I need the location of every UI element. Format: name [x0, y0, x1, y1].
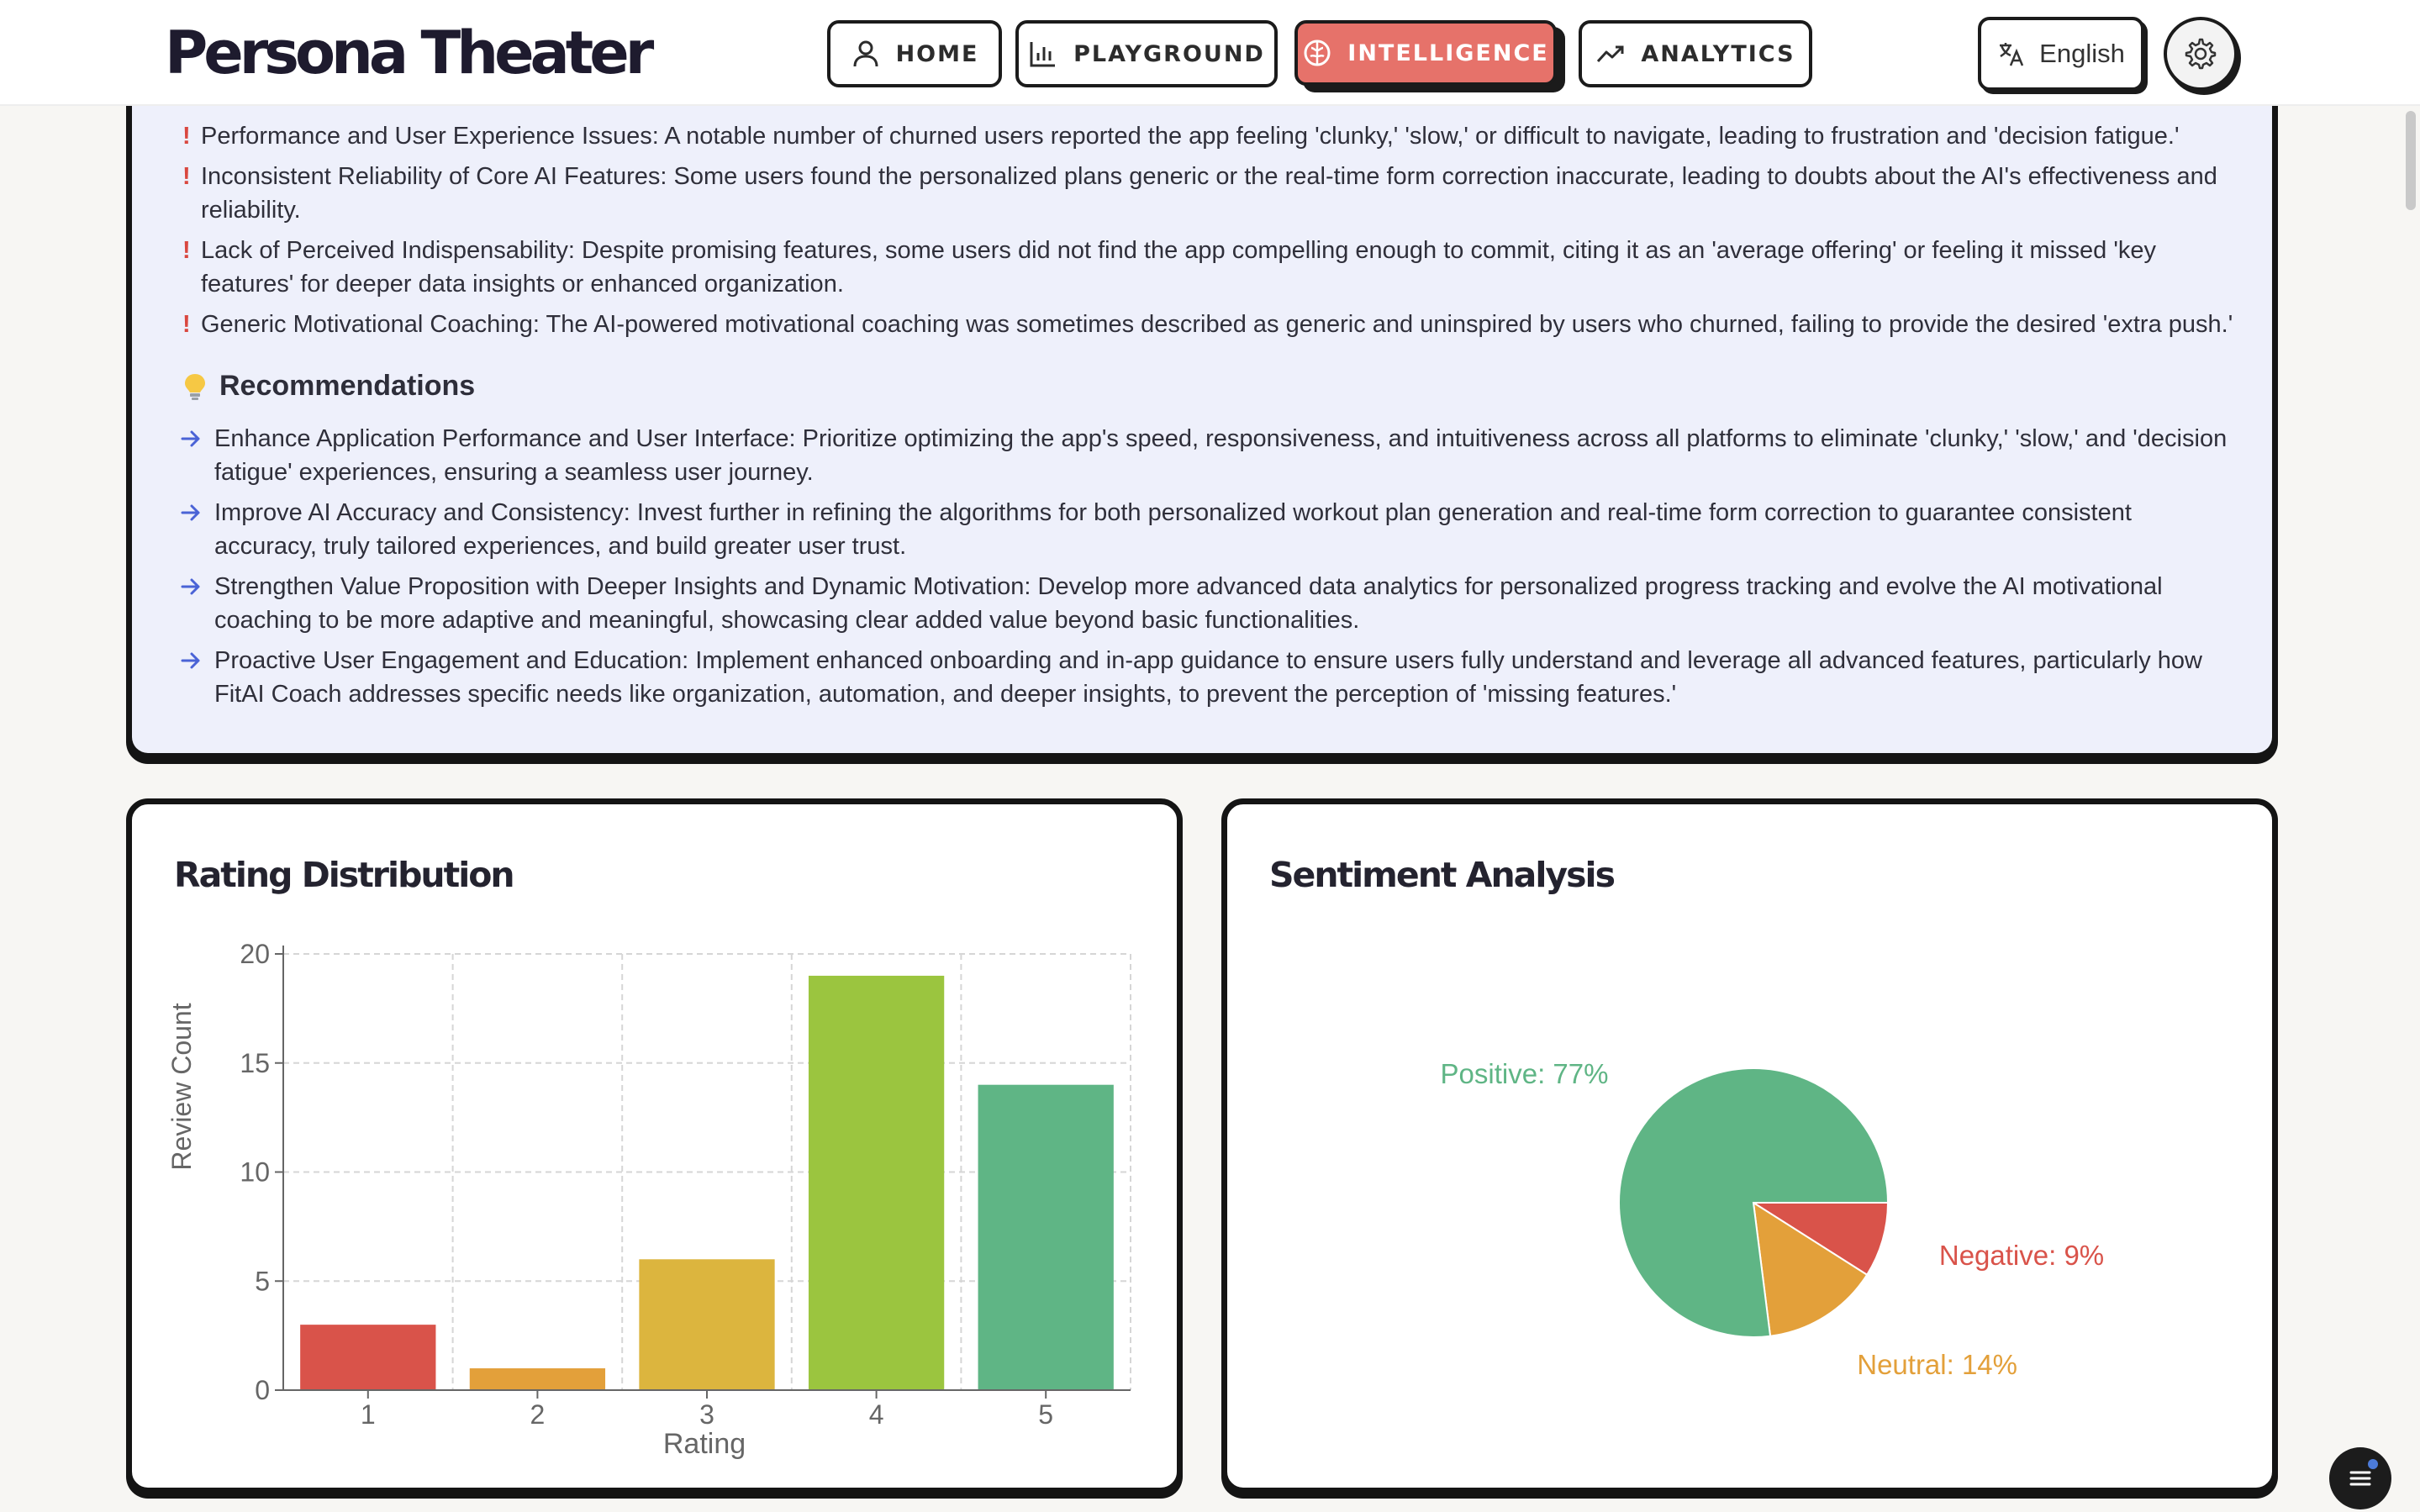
x-tick-label: 5 [1038, 1399, 1054, 1430]
sentiment-analysis-title: Sentiment Analysis [1269, 855, 1614, 895]
settings-button[interactable] [2164, 17, 2238, 91]
issue-item [182, 119, 2233, 153]
sentiment-analysis-card [1221, 798, 2278, 1494]
scrollbar-thumb[interactable] [2406, 111, 2416, 210]
notification-dot [2368, 1459, 2378, 1469]
language-label: English [2039, 39, 2125, 68]
y-tick-label: 5 [255, 1266, 270, 1297]
nav-intelligence-label: INTELLIGENCE [1347, 40, 1549, 66]
recommendation-item [179, 570, 2238, 637]
arrow-right-icon [179, 427, 203, 450]
x-tick-label: 2 [530, 1399, 546, 1430]
y-axis-label: Review Count [166, 1003, 197, 1171]
pie-label-positive: Positive: 77% [1440, 1057, 1609, 1089]
app-logo[interactable]: Persona Theater [165, 18, 651, 87]
warning-icon: ! [182, 311, 191, 338]
issue-text: Performance and User Experience Issues: A notable number of churned users reported the app feeling 'clunky,' 'slow,' or difficult to navigate, leading to frustration and 'decision fatigue.' [201, 123, 2180, 150]
recommendation-text: Improve AI Accuracy and Consistency: Invest further in refining the algorithms for both personalized workout plan generation and real-time form correction to guarantee consistent accuracy, truly tailored experiences, and build greater user trust. [214, 499, 2132, 560]
nav-home-label: HOME [895, 40, 979, 67]
nav-analytics-button[interactable] [1579, 20, 1812, 87]
rating-distribution-title: Rating Distribution [174, 855, 514, 895]
issue-text: Lack of Perceived Indispensability: Despite promising features, some users did not find the app compelling enough to commit, citing it as an 'average offering' or feeling it missed 'key features' for deeper data insights or enhanced organization. [201, 237, 2157, 298]
recommendations-title: Recommendations [219, 370, 476, 402]
nav-playground-label: PLAYGROUND [1073, 40, 1265, 67]
menu-fab-button[interactable] [2329, 1447, 2391, 1509]
recommendation-text: Enhance Application Performance and User Interface: Prioritize optimizing the app's speed, responsiveness, and intuitiveness across all platforms to eliminate 'clunky,' 'slow,' and 'decision fatigue' experiences, ensuring a seamless user journey. [214, 425, 2228, 486]
issue-item [182, 234, 2233, 301]
pie-label-negative: Negative: 9% [1938, 1240, 2105, 1272]
arrow-right-icon [179, 575, 203, 598]
gear-icon [2184, 37, 2217, 71]
language-selector[interactable] [1978, 17, 2144, 91]
sentiment-pie-chart [1227, 804, 2272, 1488]
issue-text: Generic Motivational Coaching: The AI-powered motivational coaching was sometimes described as generic and uninspired by users who churned, failing to provide the desired 'extra push.' [201, 311, 2233, 338]
x-tick-label: 4 [868, 1399, 884, 1430]
issue-item [182, 308, 2233, 341]
issue-text: Inconsistent Reliability of Core AI Features: Some users found the personalized plans generic or the real-time form correction inaccurate, leading to doubts about the AI's effectiveness and reliability. [201, 163, 2217, 224]
bar-rating-3[interactable] [639, 1259, 774, 1390]
issue-item [182, 160, 2233, 227]
bar-rating-4[interactable] [809, 976, 944, 1390]
rating-distribution-card [126, 798, 1183, 1494]
warning-icon: ! [182, 123, 191, 150]
nav-intelligence-button[interactable] [1294, 20, 1557, 86]
x-tick-label: 3 [699, 1399, 714, 1430]
x-axis-label: Rating [662, 1428, 746, 1460]
warning-icon: ! [182, 163, 191, 190]
arrow-right-icon [179, 649, 203, 672]
user-icon [851, 39, 881, 69]
translate-icon [1997, 40, 2026, 68]
nav-home-button[interactable] [827, 20, 1002, 87]
x-tick-label: 1 [360, 1399, 376, 1430]
lightbulb-icon [182, 372, 208, 401]
y-tick-label: 0 [255, 1375, 270, 1405]
insights-summary-card [126, 50, 2278, 759]
bar-rating-5[interactable] [978, 1085, 1114, 1390]
nav-analytics-label: ANALYTICS [1641, 40, 1795, 67]
y-tick-label: 20 [240, 939, 270, 969]
recommendation-item [179, 422, 2238, 489]
arrow-right-icon [179, 501, 203, 524]
nav-playground-button[interactable] [1015, 20, 1278, 87]
recommendation-text: Strengthen Value Proposition with Deeper Insights and Dynamic Motivation: Develop more advanced data analytics for personalized progress tracking and evolve the AI motivational coaching to be more adaptive and meaningful, showcasing clear added value beyond basic functionalities. [214, 573, 2163, 634]
bar-rating-1[interactable] [300, 1325, 435, 1390]
bar-chart-icon [1028, 39, 1058, 69]
warning-icon: ! [182, 237, 191, 264]
top-header [0, 0, 2420, 106]
trending-up-icon [1595, 39, 1626, 69]
recommendation-text: Proactive User Engagement and Education: Implement enhanced onboarding and in-app guidance to ensure users fully understand and leverage all advanced features, particularly how FitAI Coach addresses specific needs like organization, automation, and deeper insights, to prevent the perception of 'missing features.' [214, 647, 2203, 708]
pie-label-neutral: Neutral: 14% [1857, 1349, 2018, 1381]
recommendation-item [179, 644, 2238, 711]
recommendations-heading [182, 370, 475, 403]
y-tick-label: 10 [240, 1156, 270, 1188]
brain-icon [1302, 38, 1332, 68]
bar-rating-2[interactable] [470, 1368, 605, 1390]
rating-bar-chart [132, 804, 1177, 1488]
recommendation-item [179, 496, 2238, 563]
y-tick-label: 15 [240, 1047, 270, 1078]
